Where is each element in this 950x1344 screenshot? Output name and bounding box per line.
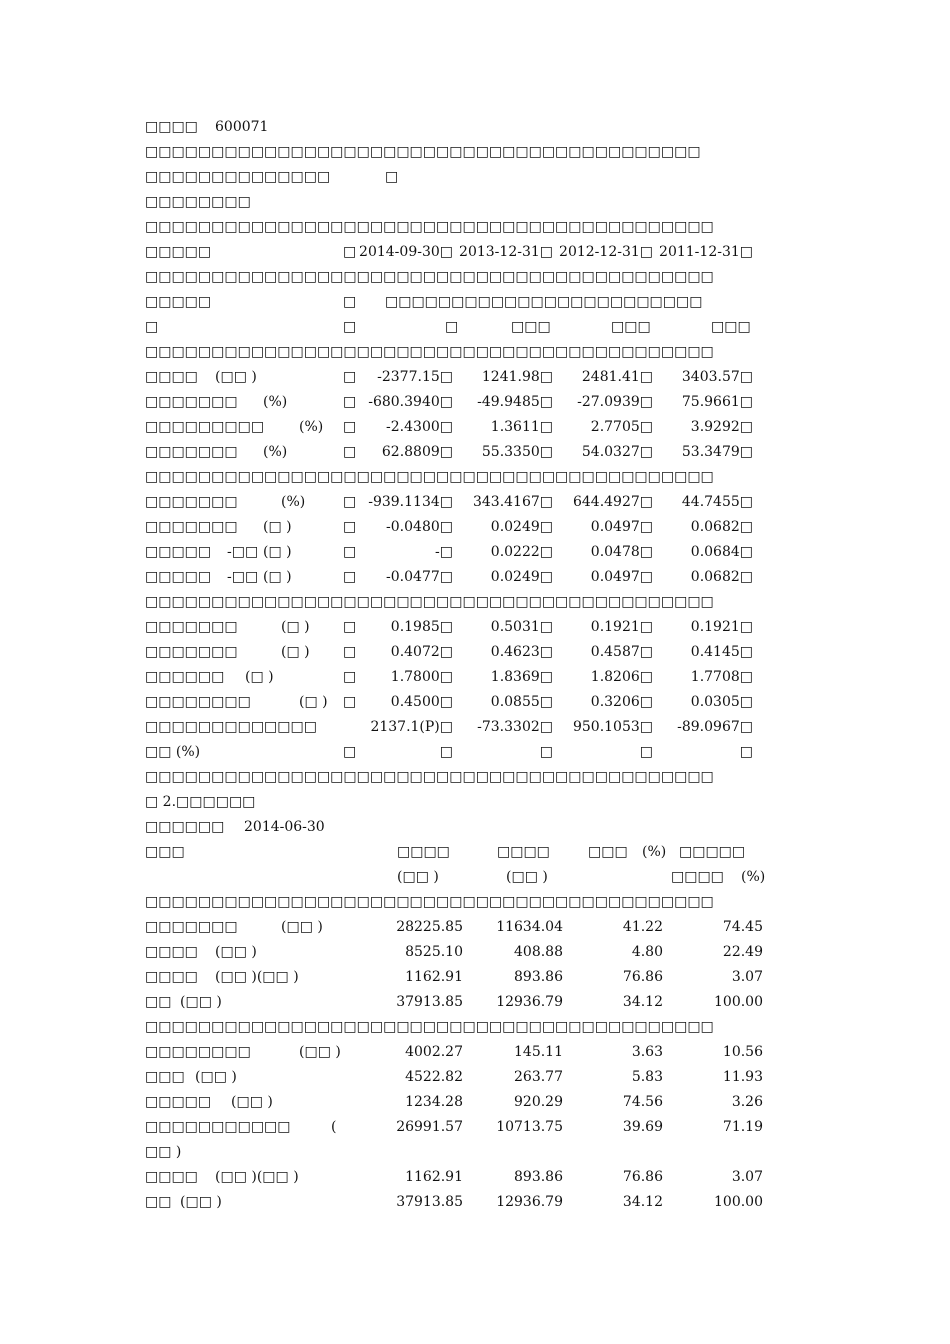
row-unit: (%) [263, 444, 288, 460]
row-value: 0.4500□ [390, 694, 453, 710]
row-label: □□□□□ [145, 544, 212, 560]
row-unit: (□□ ) [180, 994, 222, 1010]
row-value: 3403.57□ [681, 369, 753, 385]
row-label: □□ (%) [145, 744, 201, 760]
row-value: 1241.98□ [481, 369, 553, 385]
row-value: 34.12 [622, 1194, 663, 1210]
table1-subheader2-c: □ [445, 319, 459, 335]
row-label: □□□□ [145, 369, 198, 385]
row-value: 22.49 [722, 944, 763, 960]
row-label: □□□□□□□ [145, 919, 238, 935]
row-value: 5.83 [631, 1069, 663, 1085]
row-value: 4522.82 [405, 1069, 463, 1085]
row-value: 74.45 [722, 919, 763, 935]
row-value: 0.4145□ [690, 644, 753, 660]
row-value: 893.86 [514, 1169, 563, 1185]
row-value: -27.0939□ [577, 394, 653, 410]
row-unit: (%) [299, 419, 324, 435]
row-value: 53.3479□ [681, 444, 753, 460]
table1-header-label: □□□□□ [145, 244, 212, 260]
row-value: 74.56 [622, 1094, 663, 1110]
row-sep: □ [343, 569, 357, 585]
table2-subheader: (□□ ) [506, 869, 548, 885]
row-value: 8525.10 [405, 944, 463, 960]
row-value: 26991.57 [396, 1119, 463, 1135]
row-mid: -□□ [227, 569, 259, 585]
row-value: 0.0682□ [690, 519, 753, 535]
row-label: □□□□□□□ [145, 519, 238, 535]
row-value: -2.4300□ [386, 419, 453, 435]
row-unit: (□ ) [263, 569, 292, 585]
row-value: 0.1985□ [390, 619, 453, 635]
row-unit: ( [331, 1119, 337, 1135]
table1-subheader2-b: □ [343, 319, 357, 335]
row-unit: (%) [263, 394, 288, 410]
row-value: 0.0497□ [590, 519, 653, 535]
row-unit: (□□ )(□□ ) [215, 969, 299, 985]
row-value: 4002.27 [405, 1044, 463, 1060]
row-unit: (□□ ) [281, 919, 323, 935]
row-label: □□□□ [145, 944, 198, 960]
row-value: 3.26 [731, 1094, 763, 1110]
row-value: 343.4167□ [472, 494, 553, 510]
row-unit: (□□ ) [180, 1194, 222, 1210]
row-value: 1162.91 [405, 1169, 463, 1185]
row-value: 1.3611□ [490, 419, 553, 435]
row-unit: (□ ) [245, 669, 274, 685]
row-value: 54.0327□ [581, 444, 653, 460]
row-label: □□□□□□□ [145, 444, 238, 460]
row-value: 41.22 [622, 919, 663, 935]
row-value: 0.1921□ [690, 619, 753, 635]
row-value: 2481.41□ [581, 369, 653, 385]
row-value: 55.3350□ [481, 444, 553, 460]
rule-text: □□□□□□□□□□□□□□□□□□□□□□□□□□□□□□□□□□□□□□□□□□□ [145, 894, 714, 910]
row-label: □□□□□□□□□ [145, 419, 265, 435]
row-value: 0.0478□ [590, 544, 653, 560]
row-label: □□ [145, 1194, 172, 1210]
header-text: □□□□□□□□□□□□□□ [145, 169, 331, 185]
row-label: □□ ) [145, 1144, 182, 1160]
table1-subheader-sep: □ [343, 294, 357, 310]
row-value: 145.11 [514, 1044, 563, 1060]
row-value: 0.4623□ [490, 644, 553, 660]
row-unit: (□□ ) [215, 369, 257, 385]
rule-text: □□□□□□□□□□□□□□□□□□□□□□□□□□□□□□□□□□□□□□□□□□ [145, 144, 701, 160]
section2-date-label: □□□□□□ [145, 819, 225, 835]
row-value: □ [439, 744, 453, 760]
row-value: 12936.79 [496, 994, 563, 1010]
row-value: 3.07 [731, 1169, 763, 1185]
row-value: 0.0855□ [490, 694, 553, 710]
row-value: 1234.28 [405, 1094, 463, 1110]
row-value: 0.1921□ [590, 619, 653, 635]
table1-date: 2012-12-31□ [559, 244, 653, 260]
row-value: 408.88 [514, 944, 563, 960]
row-value: 10.56 [722, 1044, 763, 1060]
row-value: -0.0480□ [386, 519, 453, 535]
rule-text: □□□□□□□□□□□□□□□□□□□□□□□□□□□□□□□□□□□□□□□□□□□ [145, 769, 714, 785]
row-label: □□□□□□ [145, 669, 225, 685]
row-value: 1.7708□ [690, 669, 753, 685]
row-value: 75.9661□ [681, 394, 753, 410]
table1-subheader-text: □□□□□□□□□□□□□□□□□□□□□□□□ [385, 294, 703, 310]
row-value: 0.0682□ [690, 569, 753, 585]
row-sep: □ [343, 369, 357, 385]
row-value: 11634.04 [496, 919, 563, 935]
row-value: -49.9485□ [477, 394, 553, 410]
row-value: 12936.79 [496, 1194, 563, 1210]
row-unit: (□ ) [281, 644, 310, 660]
row-label: □□□□□□□ [145, 394, 238, 410]
row-unit: (%) [281, 494, 306, 510]
row-label: □□□□□□□□□□□□□ [145, 719, 317, 735]
row-sep: □ [343, 644, 357, 660]
row-sep: □ [343, 494, 357, 510]
row-value: 62.8809□ [381, 444, 453, 460]
table2-header: (%) [642, 844, 667, 860]
row-label: □□□□□□□□ [145, 1044, 251, 1060]
row-value: -□ [435, 544, 453, 560]
table2-subheader: (%) [741, 869, 766, 885]
row-value: 3.07 [731, 969, 763, 985]
section1-title-text: □□□□□□□□ [145, 194, 251, 210]
row-value: 28225.85 [396, 919, 463, 935]
table1-subheader2-col: □□□ [711, 319, 751, 335]
table2-header: □□□ [588, 844, 628, 860]
row-sep: □ [343, 619, 357, 635]
row-unit: (□ ) [281, 619, 310, 635]
row-value: 0.4072□ [390, 644, 453, 660]
row-value: 0.0249□ [490, 519, 553, 535]
row-value: 10713.75 [496, 1119, 563, 1135]
row-value: -89.0967□ [677, 719, 753, 735]
row-value: □ [739, 744, 753, 760]
row-sep: □ [343, 519, 357, 535]
section2-date-value: 2014-06-30 [244, 819, 325, 835]
row-value: -680.3940□ [368, 394, 453, 410]
row-mid: -□□ [227, 544, 259, 560]
row-label: □□□□□□□ [145, 494, 238, 510]
row-value: 2.7705□ [590, 419, 653, 435]
stock-code-value: 600071 [215, 119, 269, 135]
row-unit: (□ ) [263, 544, 292, 560]
row-value: 0.0249□ [490, 569, 553, 585]
row-value: 1.7800□ [390, 669, 453, 685]
table1-subheader-label: □□□□□ [145, 294, 212, 310]
row-label: □□ [145, 994, 172, 1010]
row-value: 100.00 [714, 1194, 763, 1210]
row-value: 3.63 [631, 1044, 663, 1060]
row-value: 263.77 [514, 1069, 563, 1085]
stock-code-label: □□□□ [145, 119, 198, 135]
table1-subheader2-a: □ [145, 319, 159, 335]
row-sep: □ [343, 394, 357, 410]
row-value: 76.86 [622, 969, 663, 985]
row-sep: □ [343, 444, 357, 460]
row-label: □□□□□ [145, 1094, 212, 1110]
row-value: 37913.85 [396, 1194, 463, 1210]
row-value: □ [539, 744, 553, 760]
table1-subheader2-col: □□□ [611, 319, 651, 335]
row-value: 100.00 [714, 994, 763, 1010]
row-sep: □ [343, 694, 357, 710]
row-label: □□□□□□□ [145, 644, 238, 660]
row-value: 0.0497□ [590, 569, 653, 585]
row-value: 0.4587□ [590, 644, 653, 660]
row-value: 0.0222□ [490, 544, 553, 560]
row-value: 0.0305□ [690, 694, 753, 710]
row-value: -0.0477□ [386, 569, 453, 585]
row-label: □□□□□ [145, 569, 212, 585]
rule-text: □□□□□□□□□□□□□□□□□□□□□□□□□□□□□□□□□□□□□□□□□□□ [145, 269, 714, 285]
row-label: □□□□□□□□□□□ [145, 1119, 291, 1135]
rule-text: □□□□□□□□□□□□□□□□□□□□□□□□□□□□□□□□□□□□□□□□□□□ [145, 469, 714, 485]
row-value: 37913.85 [396, 994, 463, 1010]
table1-date: 2014-09-30□ [359, 244, 453, 260]
row-value: 920.29 [514, 1094, 563, 1110]
row-value: 3.9292□ [690, 419, 753, 435]
row-sep: □ [343, 744, 357, 760]
row-sep: □ [343, 669, 357, 685]
row-label: □□□□ [145, 969, 198, 985]
row-label: □□□ [145, 1069, 185, 1085]
rule-text: □□□□□□□□□□□□□□□□□□□□□□□□□□□□□□□□□□□□□□□□□□□ [145, 219, 714, 235]
table2-header: □□□□ [397, 844, 450, 860]
row-value: 950.1053□ [572, 719, 653, 735]
table1-date: 2013-12-31□ [459, 244, 553, 260]
row-unit: (□□ ) [231, 1094, 273, 1110]
row-unit: (□□ ) [215, 944, 257, 960]
row-value: 1.8206□ [590, 669, 653, 685]
row-value: 1162.91 [405, 969, 463, 985]
row-value: 71.19 [722, 1119, 763, 1135]
table2-subheader: □□□□ [671, 869, 724, 885]
row-value: -73.3302□ [477, 719, 553, 735]
row-value: -2377.15□ [377, 369, 453, 385]
row-label: □□□□□□□□ [145, 694, 251, 710]
row-label: □□□□ [145, 1169, 198, 1185]
table1-date: 2011-12-31□ [659, 244, 753, 260]
row-value: 0.5031□ [490, 619, 553, 635]
row-value: 2137.1(P)□ [370, 719, 453, 735]
row-label: □□□□□□□ [145, 619, 238, 635]
table2-col-label: □□□ [145, 844, 185, 860]
row-value: 1.8369□ [490, 669, 553, 685]
row-value: 11.93 [722, 1069, 763, 1085]
row-unit: (□□ ) [299, 1044, 341, 1060]
rule-text: □□□□□□□□□□□□□□□□□□□□□□□□□□□□□□□□□□□□□□□□□□□ [145, 344, 714, 360]
row-unit: (□ ) [263, 519, 292, 535]
row-value: 4.80 [631, 944, 663, 960]
table2-header: □□□□ [497, 844, 550, 860]
row-value: -939.1134□ [368, 494, 453, 510]
row-value: □ [639, 744, 653, 760]
rule-text: □□□□□□□□□□□□□□□□□□□□□□□□□□□□□□□□□□□□□□□□□□□ [145, 1019, 714, 1035]
row-unit: (□□ )(□□ ) [215, 1169, 299, 1185]
row-sep: □ [343, 544, 357, 560]
table2-header: □□□□□ [679, 844, 746, 860]
table1-header-sep: □ [343, 244, 357, 260]
table2-subheader: (□□ ) [397, 869, 439, 885]
row-value: 76.86 [622, 1169, 663, 1185]
table1-subheader2-col: □□□ [511, 319, 551, 335]
section2-title-text: □ 2.□□□□□□ [145, 794, 256, 810]
row-value: 644.4927□ [572, 494, 653, 510]
row-unit: (□□ ) [195, 1069, 237, 1085]
row-value: 893.86 [514, 969, 563, 985]
row-value: 44.7455□ [681, 494, 753, 510]
row-unit: (□ ) [299, 694, 328, 710]
row-value: 0.3206□ [590, 694, 653, 710]
header-box: □ [385, 169, 399, 185]
row-sep: □ [343, 419, 357, 435]
rule-text: □□□□□□□□□□□□□□□□□□□□□□□□□□□□□□□□□□□□□□□□□□□ [145, 594, 714, 610]
row-value: 39.69 [622, 1119, 663, 1135]
row-value: 0.0684□ [690, 544, 753, 560]
row-value: 34.12 [622, 994, 663, 1010]
